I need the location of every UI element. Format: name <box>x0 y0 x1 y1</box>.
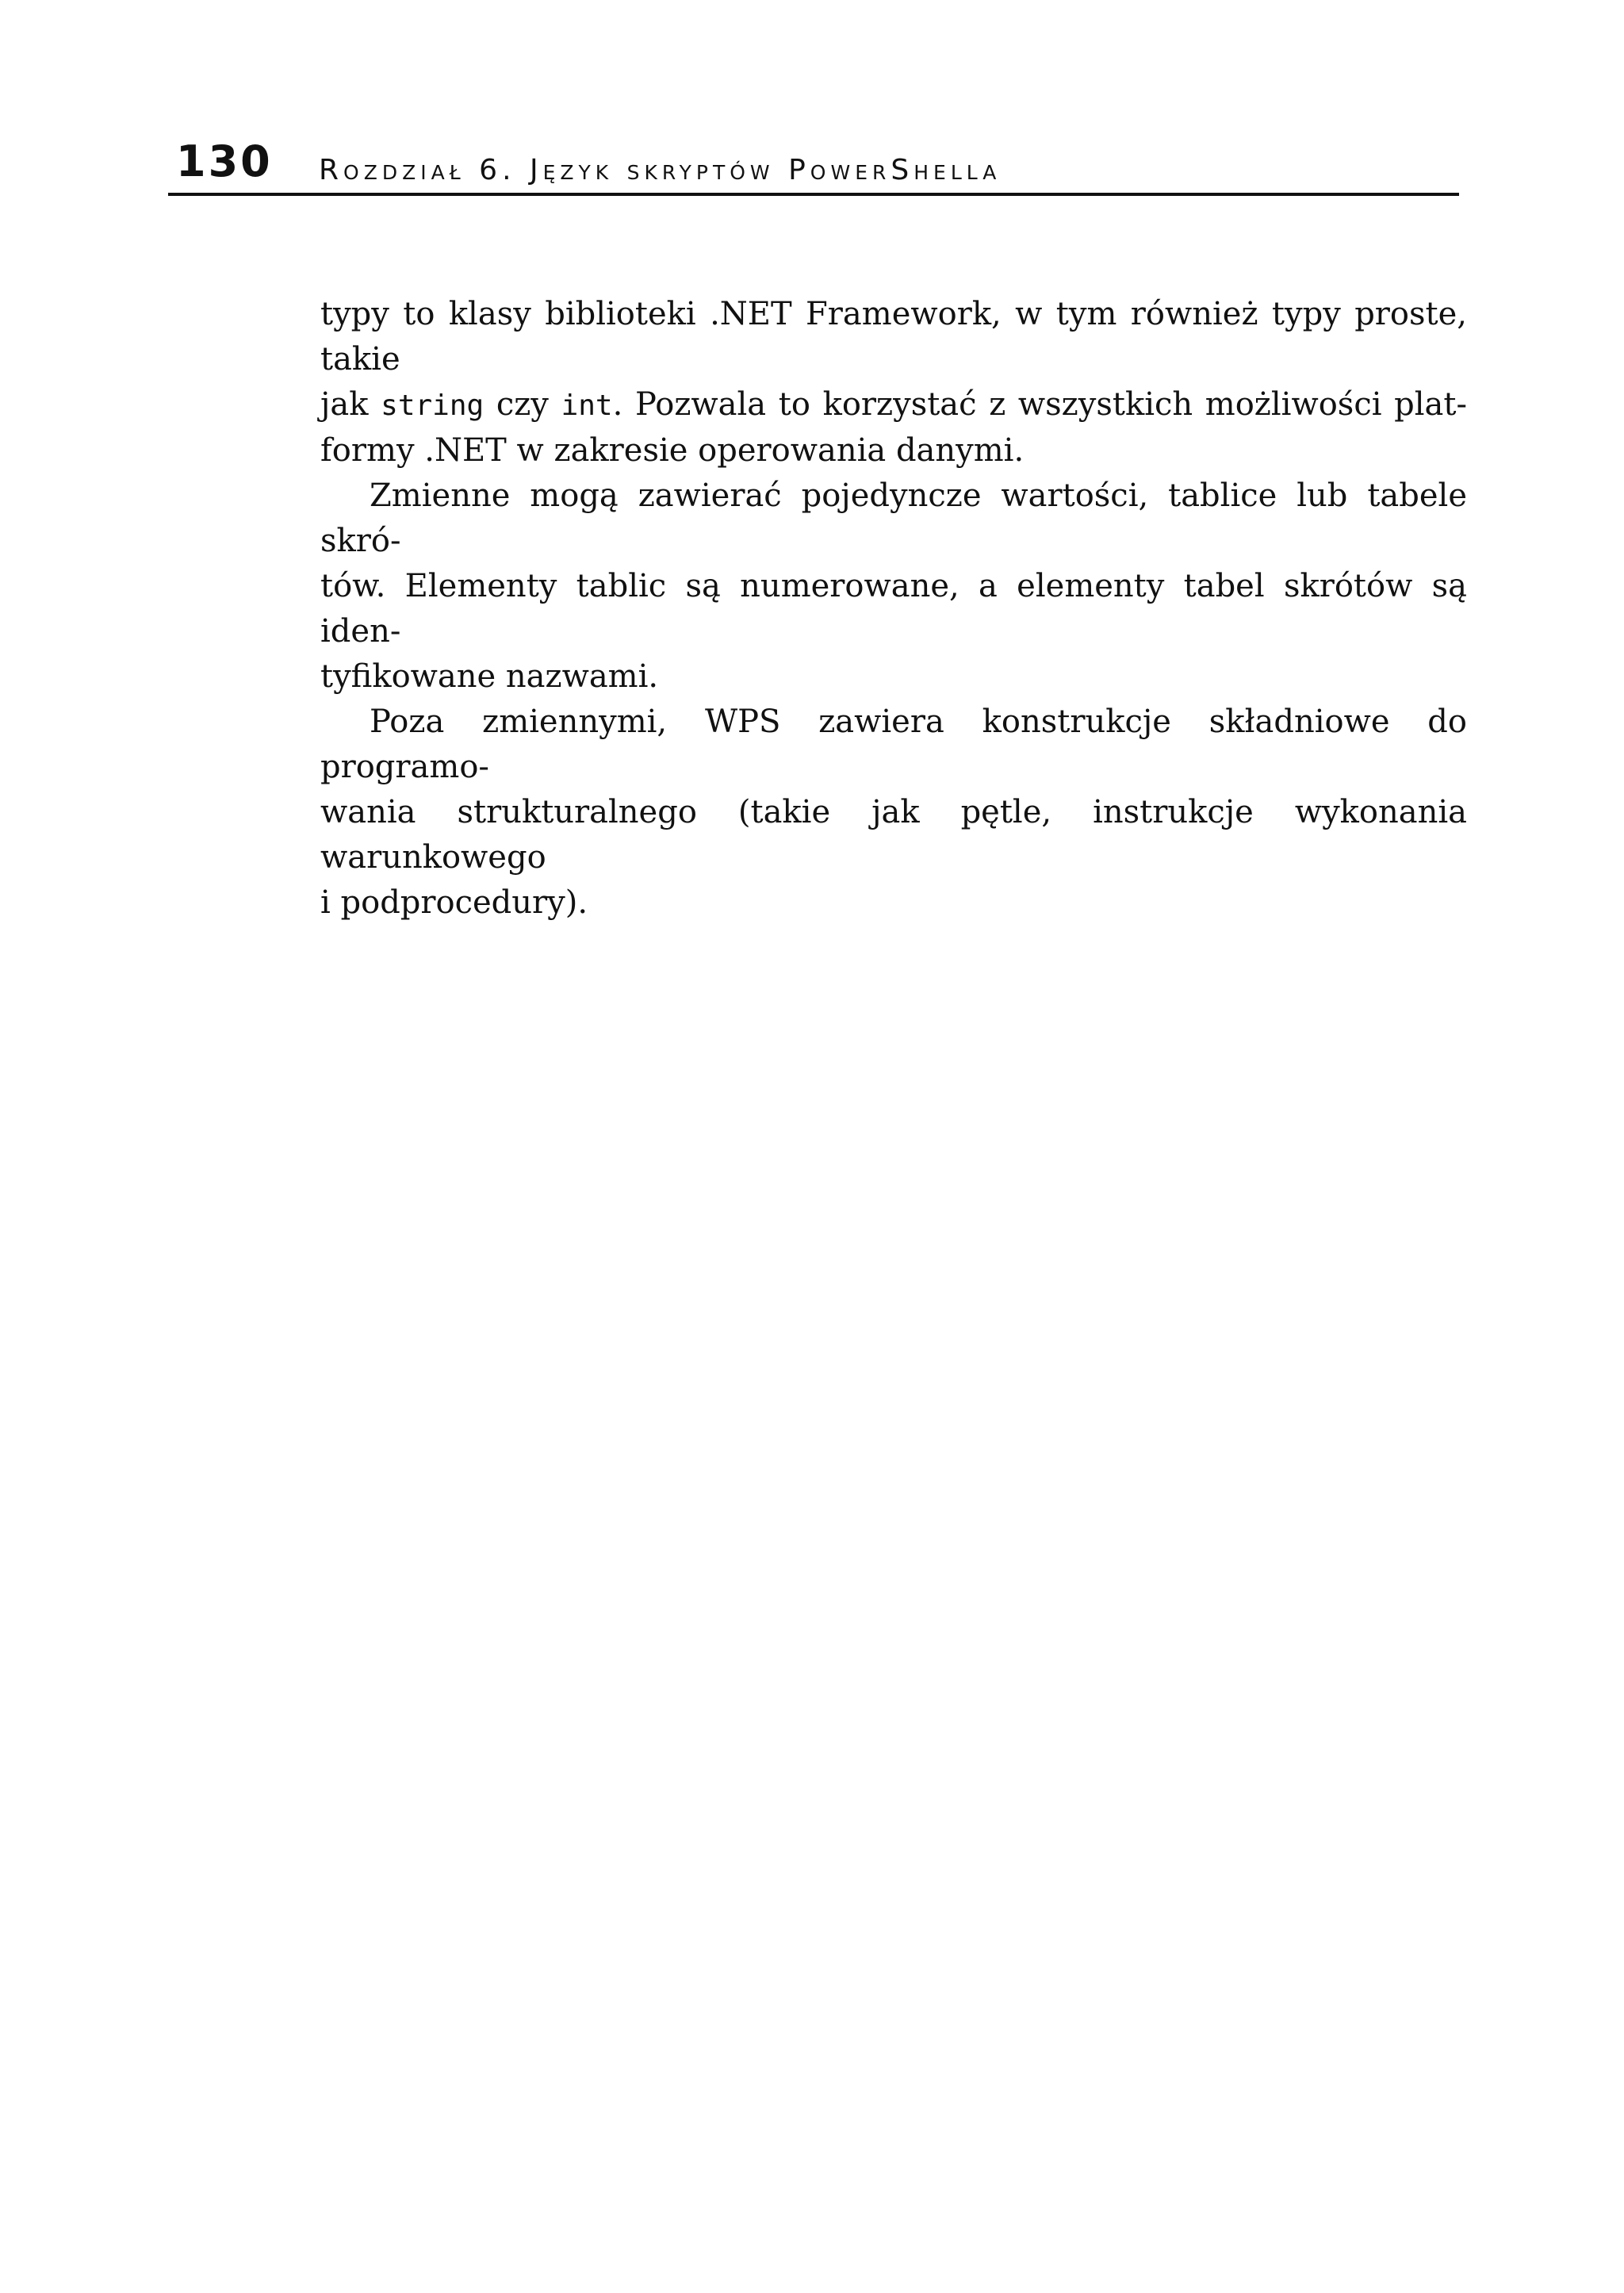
header-rule <box>168 193 1459 196</box>
paragraph-1-line-2 <box>320 382 1467 428</box>
text-run: i podprocedury). <box>320 884 588 921</box>
body-text <box>320 292 1467 926</box>
inline-code-string: string <box>381 389 485 422</box>
paragraph-1 <box>320 292 1467 474</box>
paragraph-3-line-2 <box>320 790 1467 880</box>
paragraph-1-line-3 <box>320 428 1467 474</box>
paragraph-3 <box>320 700 1467 926</box>
text-run: czy <box>484 386 561 423</box>
paragraph-2-line-1 <box>320 474 1467 564</box>
paragraph-2-line-3 <box>320 654 1467 700</box>
text-run: jak <box>320 386 381 423</box>
paragraph-3-line-1 <box>320 700 1467 790</box>
paragraph-3-line-3 <box>320 880 1467 926</box>
paragraph-1-line-1 <box>320 292 1467 382</box>
text-run: wania strukturalnego (takie jak pętle, instrukcje wykonania warunkowego <box>320 794 1467 876</box>
text-run: typy to klasy biblioteki .NET Framework, w tym również typy proste, takie <box>320 296 1467 378</box>
paragraph-2-line-2 <box>320 564 1467 654</box>
inline-code-int: int <box>561 389 613 422</box>
running-head: Rozdział 6. Język skryptów PowerShella <box>319 154 1002 186</box>
text-run: tów. Elementy tablic są numerowane, a elementy tabel skrótów są iden- <box>320 568 1467 650</box>
page-number: 130 <box>176 136 273 186</box>
paragraph-2 <box>320 474 1467 700</box>
text-run: Poza zmiennymi, WPS zawiera konstrukcje składniowe do programo- <box>320 704 1467 785</box>
page-header <box>168 133 1459 197</box>
text-run: tyfikowane nazwami. <box>320 658 659 695</box>
text-run: Zmienne mogą zawierać pojedyncze wartości, tablice lub tabele skró- <box>320 477 1467 559</box>
text-run: . Pozwala to korzystać z wszystkich możliwości plat- <box>612 386 1467 423</box>
text-run: formy .NET w zakresie operowania danymi. <box>320 432 1025 469</box>
